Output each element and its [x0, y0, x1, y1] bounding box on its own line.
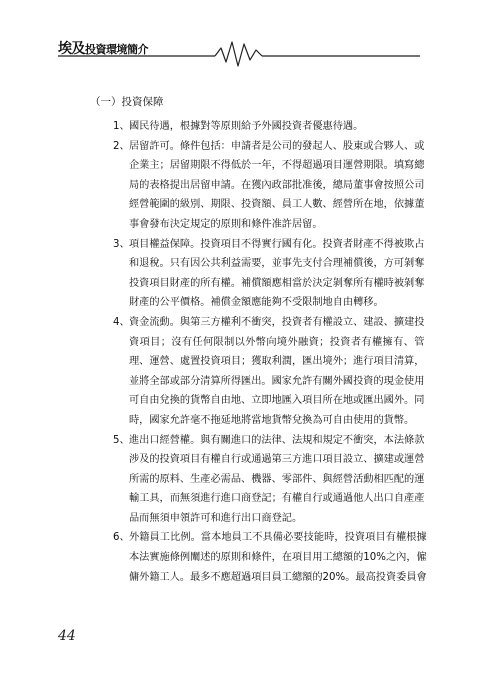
text-line: 和退稅。只有因公共利益需要，並事先支付合理補償後，方可剝奪: [129, 258, 425, 270]
text-line: 資金流動。與第三方權利不衝突，投資者有權設立、建設、擴建投: [129, 316, 425, 328]
text-line: 事會發布決定規定的原則和條件准許居留。: [129, 218, 323, 230]
list-item: [113, 431, 423, 529]
text-line: 進出口經營權。與有關進口的法律、法規和規定不衝突，本法條款: [129, 434, 425, 446]
text-line: 品而無須申領許可和進行出口商登記。: [129, 512, 303, 524]
item-number: 3、: [113, 238, 130, 250]
list-item: [113, 235, 423, 313]
item-text: [129, 235, 424, 313]
list-item: [113, 313, 423, 431]
text-line: 理、運營、處置投資項目；獲取利潤，匯出境外；進行項目清算，: [129, 356, 425, 368]
text-line: 涉及的投資項目有權自行或通過第三方進口項目設立、擴建或運營: [129, 454, 425, 466]
item-number: 6、: [113, 532, 130, 544]
text-line: 所需的原料、生產必需品、機器、零部件、與經營活動相匹配的運: [129, 473, 425, 485]
text-line: 國民待遇，根據對等原則給予外國投資者優惠待遇。: [129, 121, 364, 132]
text-line: 可自由兌換的貨幣自由地、立即地匯入項目所在地或匯出國外。同: [129, 395, 425, 407]
item-number: 5、: [113, 434, 130, 446]
item-list: [113, 117, 427, 587]
item-text: [129, 528, 427, 587]
item-text: [129, 117, 423, 137]
list-item: [113, 137, 423, 235]
item-number: 4、: [113, 316, 130, 328]
text-line: 時，國家允許毫不拖延地將當地貨幣兌換為可自由使用的貨幣。: [129, 414, 415, 426]
item-text: [129, 313, 424, 431]
text-line: 投資項目財產的所有權。補償額應相當於決定剝奪所有權時被剝奪: [129, 277, 425, 289]
text-line: 局的表格提出居留申請。在獲內政部批准後，總局董事會按照公司: [129, 179, 425, 191]
header-title-main: 埃及: [58, 41, 85, 57]
text-line: 傭外籍工人。最多不應超過項目員工總額的20%。最高投資委員會: [129, 571, 427, 583]
text-line: 輸工具，而無須進行進口商登記；有權自行或通過他人出口自產產: [129, 493, 425, 505]
list-item: [113, 528, 427, 587]
text-line: 經營範圍的級別、期限、投資額、員工人數、經營所在地，依據董: [129, 199, 425, 211]
text-line: 資項目；沒有任何限制以外幣向境外融資；投資者有權擁有、管: [129, 336, 425, 348]
list-item: [113, 117, 423, 137]
text-line: 本法實施條例闡述的原則和條件，在項目用工總額的10%之內，僱: [129, 552, 427, 564]
item-number: 2、: [113, 140, 130, 152]
header-title: [58, 38, 148, 58]
text-line: 企業主；居留期限不得低於一年，不得超過項目運營期限。填寫總: [129, 160, 425, 172]
item-number: 1、: [113, 121, 130, 132]
page-number: 44: [58, 628, 76, 644]
text-line: 外籍員工比例。當本地員工不具備必要技能時，投資項目有權根據: [129, 532, 427, 544]
item-text: [129, 137, 424, 235]
item-text: [129, 431, 424, 529]
header-title-sub: 投資環境簡介: [85, 43, 148, 56]
header-rule: [0, 0, 480, 70]
page-header: [0, 0, 480, 70]
text-line: 項目權益保障。投資項目不得實行國有化。投資者財產不得被欺占: [129, 238, 425, 250]
text-line: 財產的公平價格。補償金額應能夠不受限制地自由轉移。: [129, 297, 384, 309]
text-line: 居留許可。條件包括：申請者是公司的發起人、股東或合夥人、或: [129, 140, 425, 152]
section-heading: （一）投資保障: [90, 96, 164, 108]
text-line: 並將全部或部分清算所得匯出。國家允許有關外國投資的現金使用: [129, 375, 425, 387]
